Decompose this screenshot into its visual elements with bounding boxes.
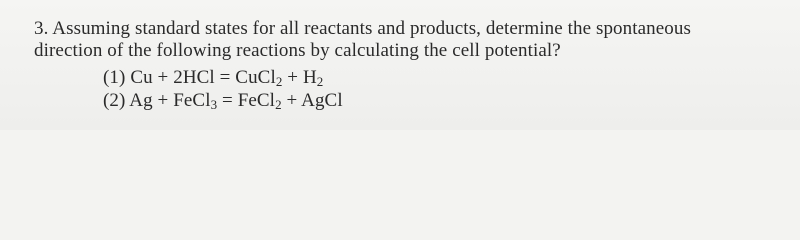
problem-number: 3. — [34, 18, 49, 39]
problem-text-line-1: Assuming standard states for all reactants and products, determine the spontaneous — [52, 18, 691, 39]
problem-line-2 — [34, 40, 561, 62]
reaction-2-equation: Ag + FeCl$_3$ = FeCl$_2$ + AgCl — [129, 90, 343, 112]
problem-line-1 — [34, 18, 691, 40]
reaction-1-equation: Cu + 2HCl = CuCl$_2$ + $H_2$ — [130, 67, 324, 89]
reaction-1 — [103, 67, 323, 89]
reaction-1-label: (1) — [103, 67, 126, 88]
problem-text-line-2: direction of the following reactions by calculating the cell potential? — [34, 40, 561, 61]
reaction-2-label: (2) — [103, 90, 126, 111]
reaction-2 — [103, 90, 343, 112]
